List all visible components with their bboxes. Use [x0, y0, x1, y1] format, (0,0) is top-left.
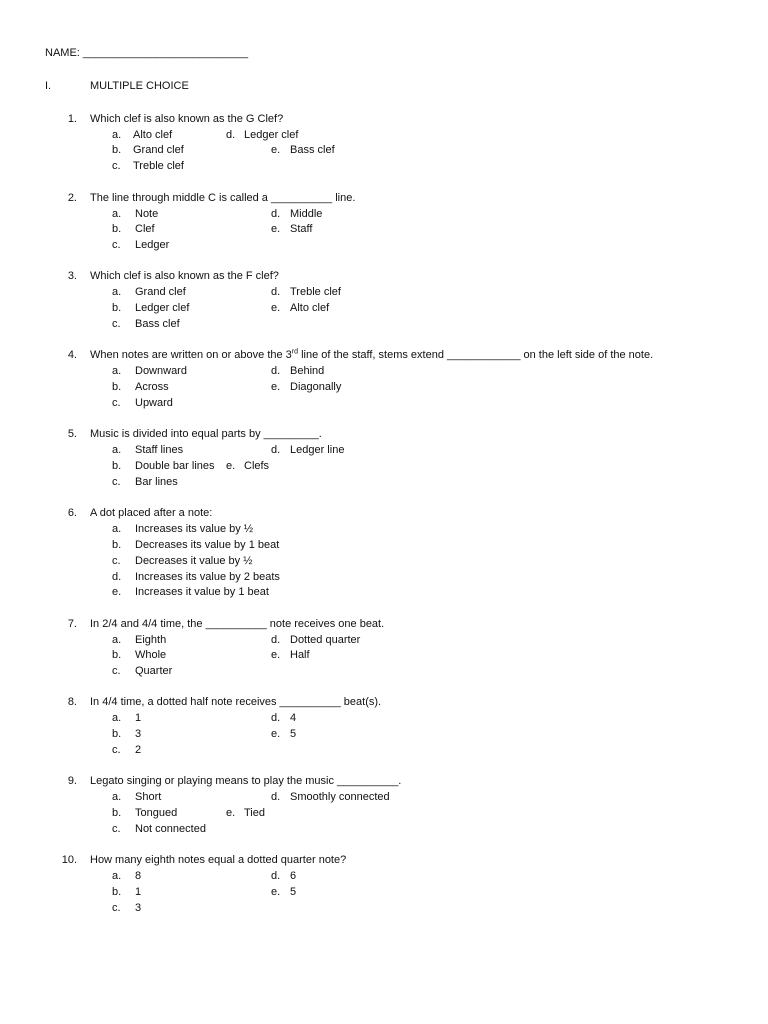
option-text: Short: [135, 791, 162, 803]
option-text: Tongued: [135, 807, 178, 819]
option-label: d.: [271, 444, 281, 456]
option-text: Dotted quarter: [290, 634, 361, 646]
question-number: 2.: [67, 192, 77, 204]
option-label: d.: [112, 571, 122, 583]
question-text-part: line of the staff, stems extend ____________ on the left side of the note.: [298, 349, 654, 361]
name-field-label: NAME: ___________________________: [45, 47, 249, 59]
question-text-part: Music is divided into equal parts by _________.: [90, 428, 322, 440]
option-label: c.: [112, 665, 121, 677]
question-number: 9.: [67, 775, 77, 787]
section-title: MULTIPLE CHOICE: [90, 80, 189, 92]
option-text: 2: [135, 744, 142, 756]
question-number: 10.: [61, 854, 77, 866]
option-label: c.: [112, 823, 121, 835]
option-text: Diagonally: [290, 381, 342, 393]
option-text: Bass clef: [290, 144, 335, 156]
option-text: Whole: [135, 649, 167, 661]
option-label: b.: [112, 728, 122, 740]
option-label: c.: [112, 902, 121, 914]
option-label: a.: [112, 129, 122, 141]
option-label: e.: [112, 586, 122, 598]
option-label: d.: [271, 870, 281, 882]
question-text-part: How many eighth notes equal a dotted quarter note?: [90, 854, 347, 866]
option-text: Upward: [135, 397, 173, 409]
option-label: c.: [112, 476, 121, 488]
option-text: Decreases it value by ½: [135, 555, 253, 567]
question-number: 1.: [67, 113, 77, 125]
option-label: b.: [112, 807, 122, 819]
question-number: 8.: [67, 696, 77, 708]
question-text: [90, 191, 355, 205]
question-number: 3.: [67, 270, 77, 282]
option-label: e.: [271, 886, 281, 898]
option-label: b.: [112, 539, 122, 551]
option-text: Decreases its value by 1 beat: [135, 539, 280, 551]
question-text: [90, 774, 401, 788]
option-text: 6: [290, 870, 297, 882]
option-text: Clefs: [244, 460, 270, 472]
question-text: [90, 348, 653, 362]
option-label: c.: [112, 397, 121, 409]
option-text: Downward: [135, 365, 187, 377]
question-text-part: Which clef is also known as the G Clef?: [90, 113, 284, 125]
option-label: d.: [271, 365, 281, 377]
option-text: Across: [135, 381, 169, 393]
option-text: 8: [135, 870, 142, 882]
option-label: c.: [112, 160, 121, 172]
option-text: Increases its value by 2 beats: [135, 571, 280, 583]
option-text: Ledger: [135, 239, 170, 251]
question-text-part: Which clef is also known as the F clef?: [90, 270, 279, 282]
option-text: Double bar lines: [135, 460, 215, 472]
option-label: e.: [271, 223, 281, 235]
option-label: e.: [271, 381, 281, 393]
section-number: I.: [45, 80, 52, 92]
option-label: a.: [112, 870, 122, 882]
option-label: d.: [271, 634, 281, 646]
option-text: Middle: [290, 208, 323, 220]
question-text: [90, 506, 212, 520]
option-label: a.: [112, 444, 122, 456]
option-text: Treble clef: [290, 286, 341, 298]
option-label: b.: [112, 302, 122, 314]
option-label: b.: [112, 223, 122, 235]
option-text: Increases its value by ½: [135, 523, 254, 535]
question-text-part: In 4/4 time, a dotted half note receives __________ beat(s).: [90, 696, 382, 708]
question-text: [90, 617, 384, 631]
option-label: b.: [112, 144, 122, 156]
question-text-part: A dot placed after a note:: [90, 507, 213, 519]
option-text: Tied: [244, 807, 265, 819]
option-label: a.: [112, 286, 122, 298]
question-text-part: The line through middle C is called a __________ line.: [90, 192, 356, 204]
question-text-part: When notes are written on or above the 3: [90, 349, 292, 361]
question-text: [90, 695, 381, 709]
option-label: d.: [271, 791, 281, 803]
question-number: 4.: [67, 349, 77, 361]
option-text: Alto clef: [133, 129, 173, 141]
question-number: 5.: [67, 428, 77, 440]
option-label: d.: [226, 129, 236, 141]
option-text: Clef: [135, 223, 155, 235]
option-label: e.: [226, 460, 236, 472]
option-text: Increases it value by 1 beat: [135, 586, 269, 598]
option-label: a.: [112, 634, 122, 646]
option-text: Staff lines: [135, 444, 184, 456]
option-text: Note: [135, 208, 159, 220]
question-text: [90, 853, 346, 867]
option-text: Ledger line: [290, 444, 345, 456]
option-text: Not connected: [135, 823, 206, 835]
question-text-part: In 2/4 and 4/4 time, the __________ note receives one beat.: [90, 618, 385, 630]
option-text: Ledger clef: [244, 129, 299, 141]
question-text-part: Legato singing or playing means to play the music __________.: [90, 775, 402, 787]
option-label: c.: [112, 239, 121, 251]
option-text: Half: [290, 649, 310, 661]
option-text: Grand clef: [133, 144, 184, 156]
option-text: Quarter: [135, 665, 173, 677]
option-label: d.: [271, 208, 281, 220]
option-text: Ledger clef: [135, 302, 190, 314]
option-label: e.: [226, 807, 236, 819]
option-label: a.: [112, 365, 122, 377]
option-label: d.: [271, 286, 281, 298]
option-text: 1: [135, 712, 142, 724]
question-text: [90, 112, 283, 126]
option-text: Treble clef: [133, 160, 184, 172]
option-label: e.: [271, 144, 281, 156]
option-label: b.: [112, 649, 122, 661]
option-text: Eighth: [135, 634, 167, 646]
option-text: 4: [290, 712, 297, 724]
option-label: a.: [112, 523, 122, 535]
option-label: a.: [112, 208, 122, 220]
option-text: 5: [290, 886, 297, 898]
option-label: c.: [112, 555, 121, 567]
option-text: Grand clef: [135, 286, 186, 298]
option-label: a.: [112, 712, 122, 724]
option-label: b.: [112, 886, 122, 898]
option-text: Alto clef: [290, 302, 330, 314]
option-label: c.: [112, 744, 121, 756]
question-text: [90, 427, 322, 441]
option-text: Smoothly connected: [290, 791, 390, 803]
question-number: 7.: [67, 618, 77, 630]
option-text: Staff: [290, 223, 313, 235]
option-label: e.: [271, 649, 281, 661]
option-label: a.: [112, 791, 122, 803]
option-text: 3: [135, 728, 142, 740]
option-label: e.: [271, 302, 281, 314]
option-text: 3: [135, 902, 142, 914]
option-text: Bar lines: [135, 476, 178, 488]
option-label: d.: [271, 712, 281, 724]
option-text: 1: [135, 886, 142, 898]
option-label: b.: [112, 460, 122, 472]
ordinal-suffix: rd: [291, 348, 299, 356]
option-label: b.: [112, 381, 122, 393]
question-number: 6.: [67, 507, 77, 519]
question-text: [90, 269, 279, 283]
option-label: e.: [271, 728, 281, 740]
option-text: Bass clef: [135, 318, 180, 330]
option-label: c.: [112, 318, 121, 330]
option-text: Behind: [290, 365, 325, 377]
option-text: 5: [290, 728, 297, 740]
